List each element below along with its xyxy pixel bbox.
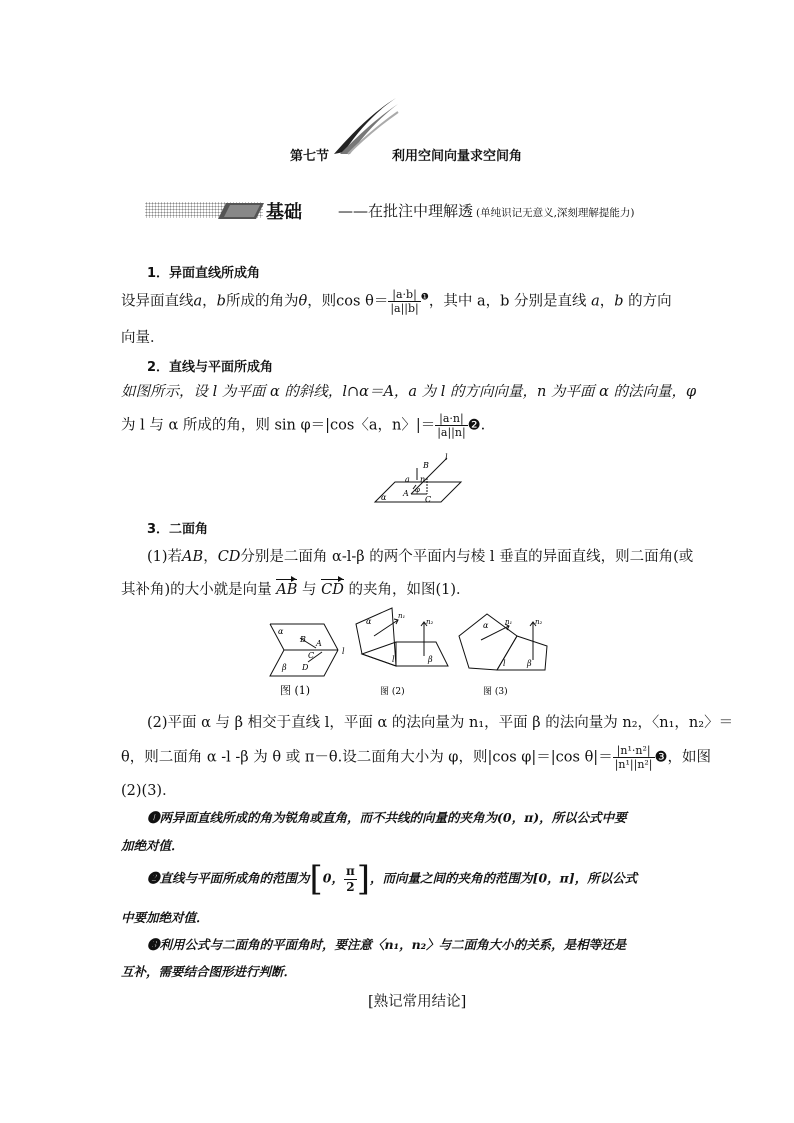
figure-caption: 图 (1) xyxy=(280,684,311,697)
text: ❷. xyxy=(467,417,486,434)
fraction-denominator: |a||n| xyxy=(437,426,466,439)
label-phi: φ xyxy=(415,486,420,494)
bracket-right: ] xyxy=(356,859,371,899)
figure-2-dihedral xyxy=(352,606,452,702)
label-beta: β xyxy=(282,663,287,672)
formula-fraction xyxy=(388,288,420,315)
text: ， xyxy=(203,549,218,565)
bracket-left: [ xyxy=(309,859,323,899)
label-A: A xyxy=(403,489,409,498)
label-l: l xyxy=(342,647,345,656)
comma: ， xyxy=(599,293,615,310)
heading-skew-lines: 1．异面直线所成角 xyxy=(147,266,261,281)
band-subtitle: ——在批注中理解透 xyxy=(338,202,474,220)
fraction-pi-over-2 xyxy=(344,864,357,895)
text: ❸，如图 xyxy=(654,749,712,766)
text: 与 xyxy=(302,582,317,598)
label-B: B xyxy=(300,635,306,644)
segment-AB: AB xyxy=(182,549,204,565)
label-beta: β xyxy=(428,655,433,664)
note-1: ❶两异面直线所成的角为锐角或直角，而不共线的向量的夹角为(0，π)，所以公式中要 xyxy=(147,810,627,825)
text: 为 l 与 α 所成的角，则 sin φ＝|cos〈a，n〉|＝ xyxy=(121,417,436,434)
figure-1-dihedral xyxy=(268,612,358,702)
paragraph-line xyxy=(121,578,471,599)
vector-AB: AB xyxy=(276,582,298,598)
note-1-cont: 加绝对值． xyxy=(121,838,184,853)
label-beta: β xyxy=(527,659,532,668)
label-l: l xyxy=(503,659,506,668)
label-n1: n₁ xyxy=(505,618,513,626)
note-3: ❸利用公式与二面角的平面角时，要注意〈n₁，n₂〉与二面角大小的关系，是相等还是 xyxy=(147,937,627,952)
figure-caption: 图 (3) xyxy=(483,687,508,697)
section-number: 第七节 xyxy=(290,149,330,164)
fraction-denominator: |a||b| xyxy=(390,302,419,315)
paragraph-line xyxy=(147,545,693,566)
footer-heading: [熟记常用结论] xyxy=(368,994,467,1010)
text: ❷直线与平面所成角的范围为 xyxy=(147,870,310,886)
note-3-cont: 互补，需要结合图形进行判断． xyxy=(121,964,297,979)
label-a: a xyxy=(405,475,410,484)
text: 其补角)的大小就是向量 xyxy=(121,582,272,598)
segment-CD: CD xyxy=(217,549,241,565)
fraction-denominator: 2 xyxy=(346,879,355,894)
label-C: C xyxy=(308,651,315,660)
text: ，则cos θ＝ xyxy=(307,293,389,310)
text: ，而向量之间的夹角的范围为[0，π]，所以公式 xyxy=(370,870,638,886)
fraction-denominator: |n¹||n²| xyxy=(614,758,653,771)
var-theta: θ xyxy=(298,293,308,310)
label-n2: n₂ xyxy=(535,618,543,626)
paragraph-line xyxy=(121,744,711,771)
paragraph-line xyxy=(121,412,485,439)
fraction-numerator: |a·n| xyxy=(435,412,467,426)
figure-3-dihedral xyxy=(455,606,555,702)
label-alpha: α xyxy=(366,617,372,626)
var-a: a xyxy=(591,293,600,310)
text: 分别是二面角 α-l-β 的两个平面内与棱 l 垂直的异面直线，则二面角(或 xyxy=(240,549,694,565)
label-alpha: α xyxy=(278,627,284,636)
text: θ，则二面角 α -l -β 为 θ 或 π－θ.设二面角大小为 φ，则|cos φ|＝|cos θ|＝ xyxy=(121,749,613,766)
swoosh-logo-icon xyxy=(330,96,400,156)
band-title: 基础 xyxy=(266,202,302,223)
comma: ， xyxy=(202,293,217,310)
label-n1: n₁ xyxy=(398,612,406,620)
label-n: n xyxy=(420,475,426,484)
note-2-cont: 中要加绝对值． xyxy=(121,910,209,925)
paragraph-line: 如图所示，设 l 为平面 α 的斜线，l∩α＝A，a 为 l 的方向向量，n 为平面 α 的法向量，φ xyxy=(121,384,697,400)
paragraph-line: (2)平面 α 与 β 相交于直线 l，平面 α 的法向量为 n₁，平面 β 的法向量为 n₂，〈n₁，n₂〉＝ xyxy=(147,715,734,731)
fraction-numerator: |n¹·n²| xyxy=(613,744,655,758)
label-D: D xyxy=(302,663,309,672)
text: ，其中 a，b 分别是直线 xyxy=(428,293,587,310)
label-l: l xyxy=(392,655,395,664)
text: 的方向 xyxy=(628,293,672,310)
text: (1)若 xyxy=(147,549,183,565)
text: 所成的角为 xyxy=(225,293,299,310)
text: 的夹角，如图(1)． xyxy=(348,582,471,598)
formula-fraction xyxy=(435,412,467,439)
label-C: C xyxy=(425,495,432,504)
paragraph-line: 向量． xyxy=(121,330,165,346)
line-plane-figure xyxy=(365,450,465,510)
text: 设异面直线 xyxy=(121,293,194,310)
band-note: (单纯识记无意义,深刻理解提能力) xyxy=(476,207,635,219)
footnote-mark-1: ❶ xyxy=(420,292,429,303)
label-l: l xyxy=(445,453,448,462)
paragraph-skew-lines xyxy=(121,288,672,315)
section-title: 利用空间向量求空间角 xyxy=(392,149,523,164)
figure-caption: 图 (2) xyxy=(380,687,405,697)
var-a: a xyxy=(193,293,203,310)
band-slash-bar xyxy=(218,203,264,219)
label-alpha: α xyxy=(381,493,387,502)
heading-dihedral: 3．二面角 xyxy=(147,522,209,537)
paragraph-line: (2)(3)． xyxy=(121,783,177,799)
formula-fraction xyxy=(613,744,655,771)
label-B: B xyxy=(423,461,429,470)
heading-line-plane: 2．直线与平面所成角 xyxy=(147,360,274,375)
fraction-numerator: π xyxy=(345,863,355,878)
note-2 xyxy=(147,859,638,899)
label-alpha: α xyxy=(483,621,489,630)
text: 0， xyxy=(322,870,344,886)
label-A: A xyxy=(316,639,322,648)
fraction-numerator: |a·b| xyxy=(388,288,420,302)
var-b: b xyxy=(614,293,624,310)
var-b: b xyxy=(216,293,226,310)
vector-CD: CD xyxy=(321,582,344,598)
label-n2: n₂ xyxy=(426,618,434,626)
